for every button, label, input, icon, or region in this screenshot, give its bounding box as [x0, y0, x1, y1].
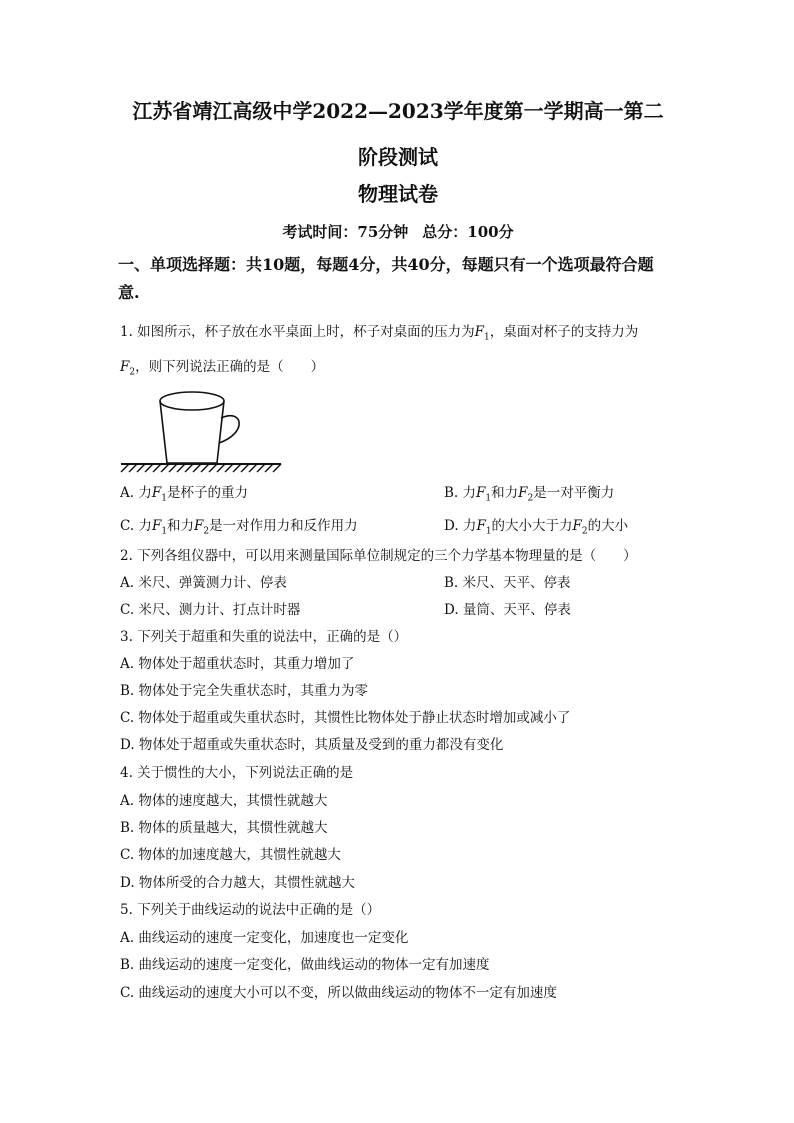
- question-2-option-a[interactable]: A. 米尺、弹簧测力计、停表: [120, 575, 287, 591]
- question-1-option-d[interactable]: D. 力$F_1$的大小大于力$F_2$的大小: [444, 518, 629, 537]
- question-4-option-d[interactable]: D. 物体所受的合力越大，其惯性就越大: [120, 875, 355, 891]
- question-2-option-d[interactable]: D. 量筒、天平、停表: [444, 602, 571, 618]
- table-surface: [121, 464, 281, 472]
- question-5-option-b[interactable]: B. 曲线运动的速度一定变化，做曲线运动的物体一定有加速度: [120, 957, 490, 973]
- section-heading-line2: 意.: [118, 283, 140, 302]
- question-4-option-c[interactable]: C. 物体的加速度越大，其惯性就越大: [120, 847, 341, 863]
- exam-title-line2: 阶段测试: [358, 145, 438, 169]
- question-5-text: 5. 下列关于曲线运动的说法中正确的是（）: [120, 902, 381, 918]
- exam-time: 考试时间：75分钟: [282, 223, 409, 241]
- question-3-option-d[interactable]: D. 物体处于超重或失重状态时，其质量及受到的重力都没有变化: [120, 737, 504, 753]
- question-3-option-b[interactable]: B. 物体处于完全失重状态时，其重力为零: [120, 683, 369, 699]
- cup-icon: [160, 392, 239, 463]
- cup-on-table-figure: [118, 388, 288, 473]
- question-5-option-a[interactable]: A. 曲线运动的速度一定变化，加速度也一定变化: [120, 930, 409, 946]
- question-2-text: 2. 下列各组仪器中，可以用来测量国际单位制规定的三个力学基本物理量的是（ ）: [120, 548, 637, 564]
- question-1-line1: [120, 323, 638, 347]
- exam-title-line1: 江苏省靖江高级中学2022—2023学年度第一学期高一第二: [132, 99, 664, 123]
- exam-total-score: 总分：100分: [422, 223, 514, 241]
- question-3-text: 3. 下列关于超重和失重的说法中，正确的是（）: [120, 629, 408, 645]
- question-1-line2: [120, 358, 324, 382]
- force-f1: $F_1$: [474, 324, 490, 343]
- section-heading-line1: 一、单项选择题：共10题，每题4分，共40分，每题只有一个选项最符合题: [118, 255, 654, 274]
- question-4-text: 4. 关于惯性的大小，下列说法正确的是: [120, 765, 354, 781]
- exam-subject-title: 物理试卷: [358, 182, 438, 206]
- question-1-text-b: ，桌面对杯子的支持力为: [489, 324, 639, 340]
- question-4-option-a[interactable]: A. 物体的速度越大，其惯性就越大: [120, 793, 328, 809]
- question-3-option-a[interactable]: A. 物体处于超重状态时，其重力增加了: [120, 656, 355, 672]
- question-1-option-a[interactable]: A. 力$F_1$是杯子的重力: [120, 485, 248, 504]
- question-1-option-c[interactable]: C. 力$F_1$和力$F_2$是一对作用力和反作用力: [120, 518, 358, 537]
- exam-info: [118, 221, 678, 242]
- question-2-option-b[interactable]: B. 米尺、天平、停表: [444, 575, 571, 591]
- question-1-text-c: ，则下列说法正确的是（ ）: [135, 359, 325, 375]
- question-2-option-c[interactable]: C. 米尺、测力计、打点计时器: [120, 602, 301, 618]
- question-3-option-c[interactable]: C. 物体处于超重或失重状态时，其惯性比物体处于静止状态时增加或减小了: [120, 710, 571, 726]
- question-1-text-a: 1. 如图所示，杯子放在水平桌面上时，杯子对桌面的压力为: [120, 324, 475, 340]
- question-5-option-c[interactable]: C. 曲线运动的速度大小可以不变，所以做曲线运动的物体不一定有加速度: [120, 985, 557, 1001]
- question-1-option-b[interactable]: B. 力$F_1$和力$F_2$是一对平衡力: [444, 485, 615, 504]
- question-4-option-b[interactable]: B. 物体的质量越大，其惯性就越大: [120, 820, 328, 836]
- force-f2: $F_2$: [120, 359, 136, 378]
